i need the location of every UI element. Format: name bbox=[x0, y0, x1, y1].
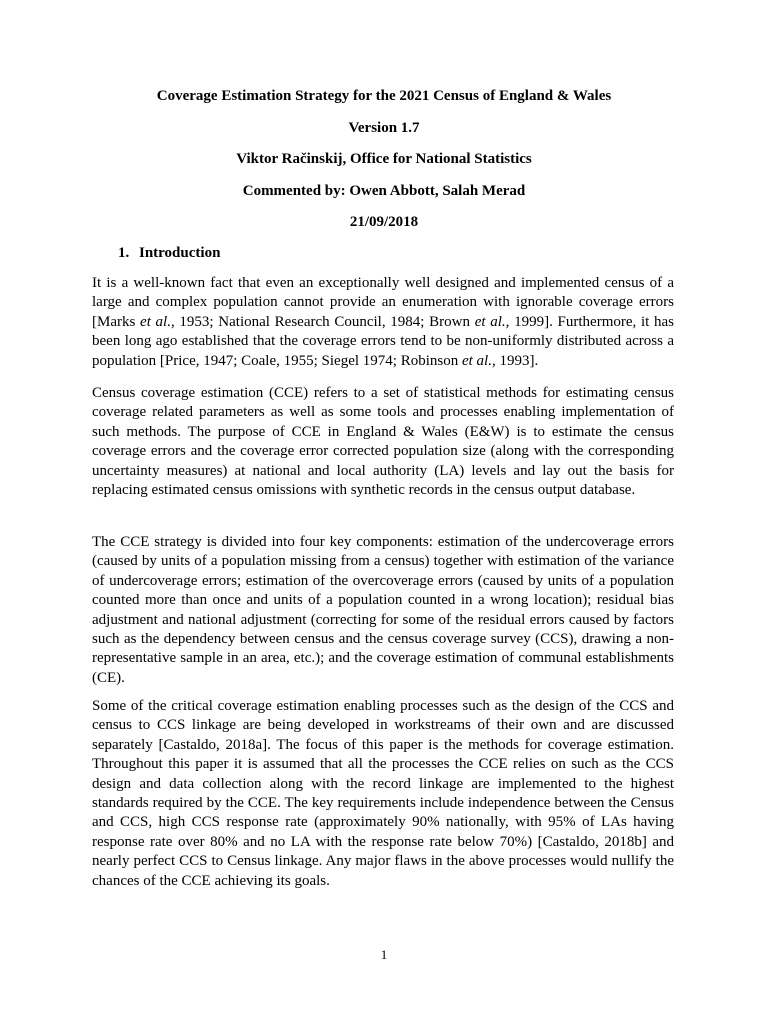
section-heading-introduction bbox=[118, 243, 220, 263]
citation-et-al-2: et al., bbox=[474, 313, 510, 330]
paragraph-1-text-a: It is a well-known fact that even an exceptionally well designed and implemented census of a large and complex population cannot provide an enumeration with ignorable coverage errors [Marks bbox=[92, 275, 674, 330]
document-date: 21/09/2018 bbox=[349, 214, 419, 230]
paragraph-4: Some of the critical coverage estimation enabling processes such as the design of the CCS and census to CCS linkage are being developed in workstreams of their own and are discussed separately [Castaldo, 2018a]. The focus of this paper is the methods for coverage estimation. Throughout this paper it is assumed that all the processes the CCE relies on such as the CCS design and data collection along with the record linkage are implemented to the highest standards required by the CCE. The key requirements include independence between the Census and CCS, high CCS response rate (approximately 90% nationally, with 95% of LAs having response rate over 80% and no LA with the response rate below 70%) [Castaldo, 2018b] and nearly perfect CCS to Census linkage. Any major flaws in the above processes would nullify the chances of the CCE achieving its goals. bbox=[92, 698, 674, 889]
document-version: Version 1.7 bbox=[348, 120, 420, 136]
paragraph-1 bbox=[92, 274, 674, 371]
document-author: Viktor Račinskij, Office for National Statistics bbox=[236, 151, 532, 167]
paragraph-1-text-c: , 1953; National Research Council, 1984; Brown bbox=[170, 313, 475, 330]
citation-et-al-1: et al. bbox=[140, 313, 171, 330]
paragraph-1-text-e: 1999]. Furthermore, it has been long ago established that the coverage errors tend to be non-uniformly distributed across a population [Price, 1947; Coale, 1955; Siegel 1974; Robinson bbox=[92, 313, 674, 369]
citation-et-al-3: et al., bbox=[461, 352, 496, 369]
document-commenters: Commented by: Owen Abbott, Salah Merad bbox=[242, 183, 526, 199]
paragraph-2: Census coverage estimation (CCE) refers to a set of statistical methods for estimating census coverage related parameters as well as some tools and processes enabling implementation of such methods. The purpose of CCE in England & Wales (E&W) is to estimate the census coverage errors and the coverage error corrected population size (along with the corresponding uncertainty measures) at national and local authority (LA) levels and lay out the basis for replacing estimated census omissions with synthetic records in the census output database. bbox=[92, 385, 674, 499]
section-number: 1. bbox=[118, 245, 130, 261]
page-number: 1 bbox=[380, 947, 388, 962]
paragraph-3: The CCE strategy is divided into four key components: estimation of the undercoverage errors (caused by units of a population missing from a census) together with estimation of the variance of undercoverage errors; estimation of the overcoverage errors (caused by units of a population counted more than once and units of a population counted in a wrong location); residual bias adjustment and national adjustment (correcting for some of the residual errors caused by factors such as the dependency between census and the census coverage survey (CCS), drawing a non-representative sample in an area, etc.); and the coverage estimation of communal establishments (CE). bbox=[92, 534, 674, 686]
paragraph-1-text-g: 1993]. bbox=[495, 352, 539, 369]
document-title: Coverage Estimation Strategy for the 2021 Census of England & Wales bbox=[156, 88, 612, 104]
section-title: Introduction bbox=[139, 245, 221, 261]
